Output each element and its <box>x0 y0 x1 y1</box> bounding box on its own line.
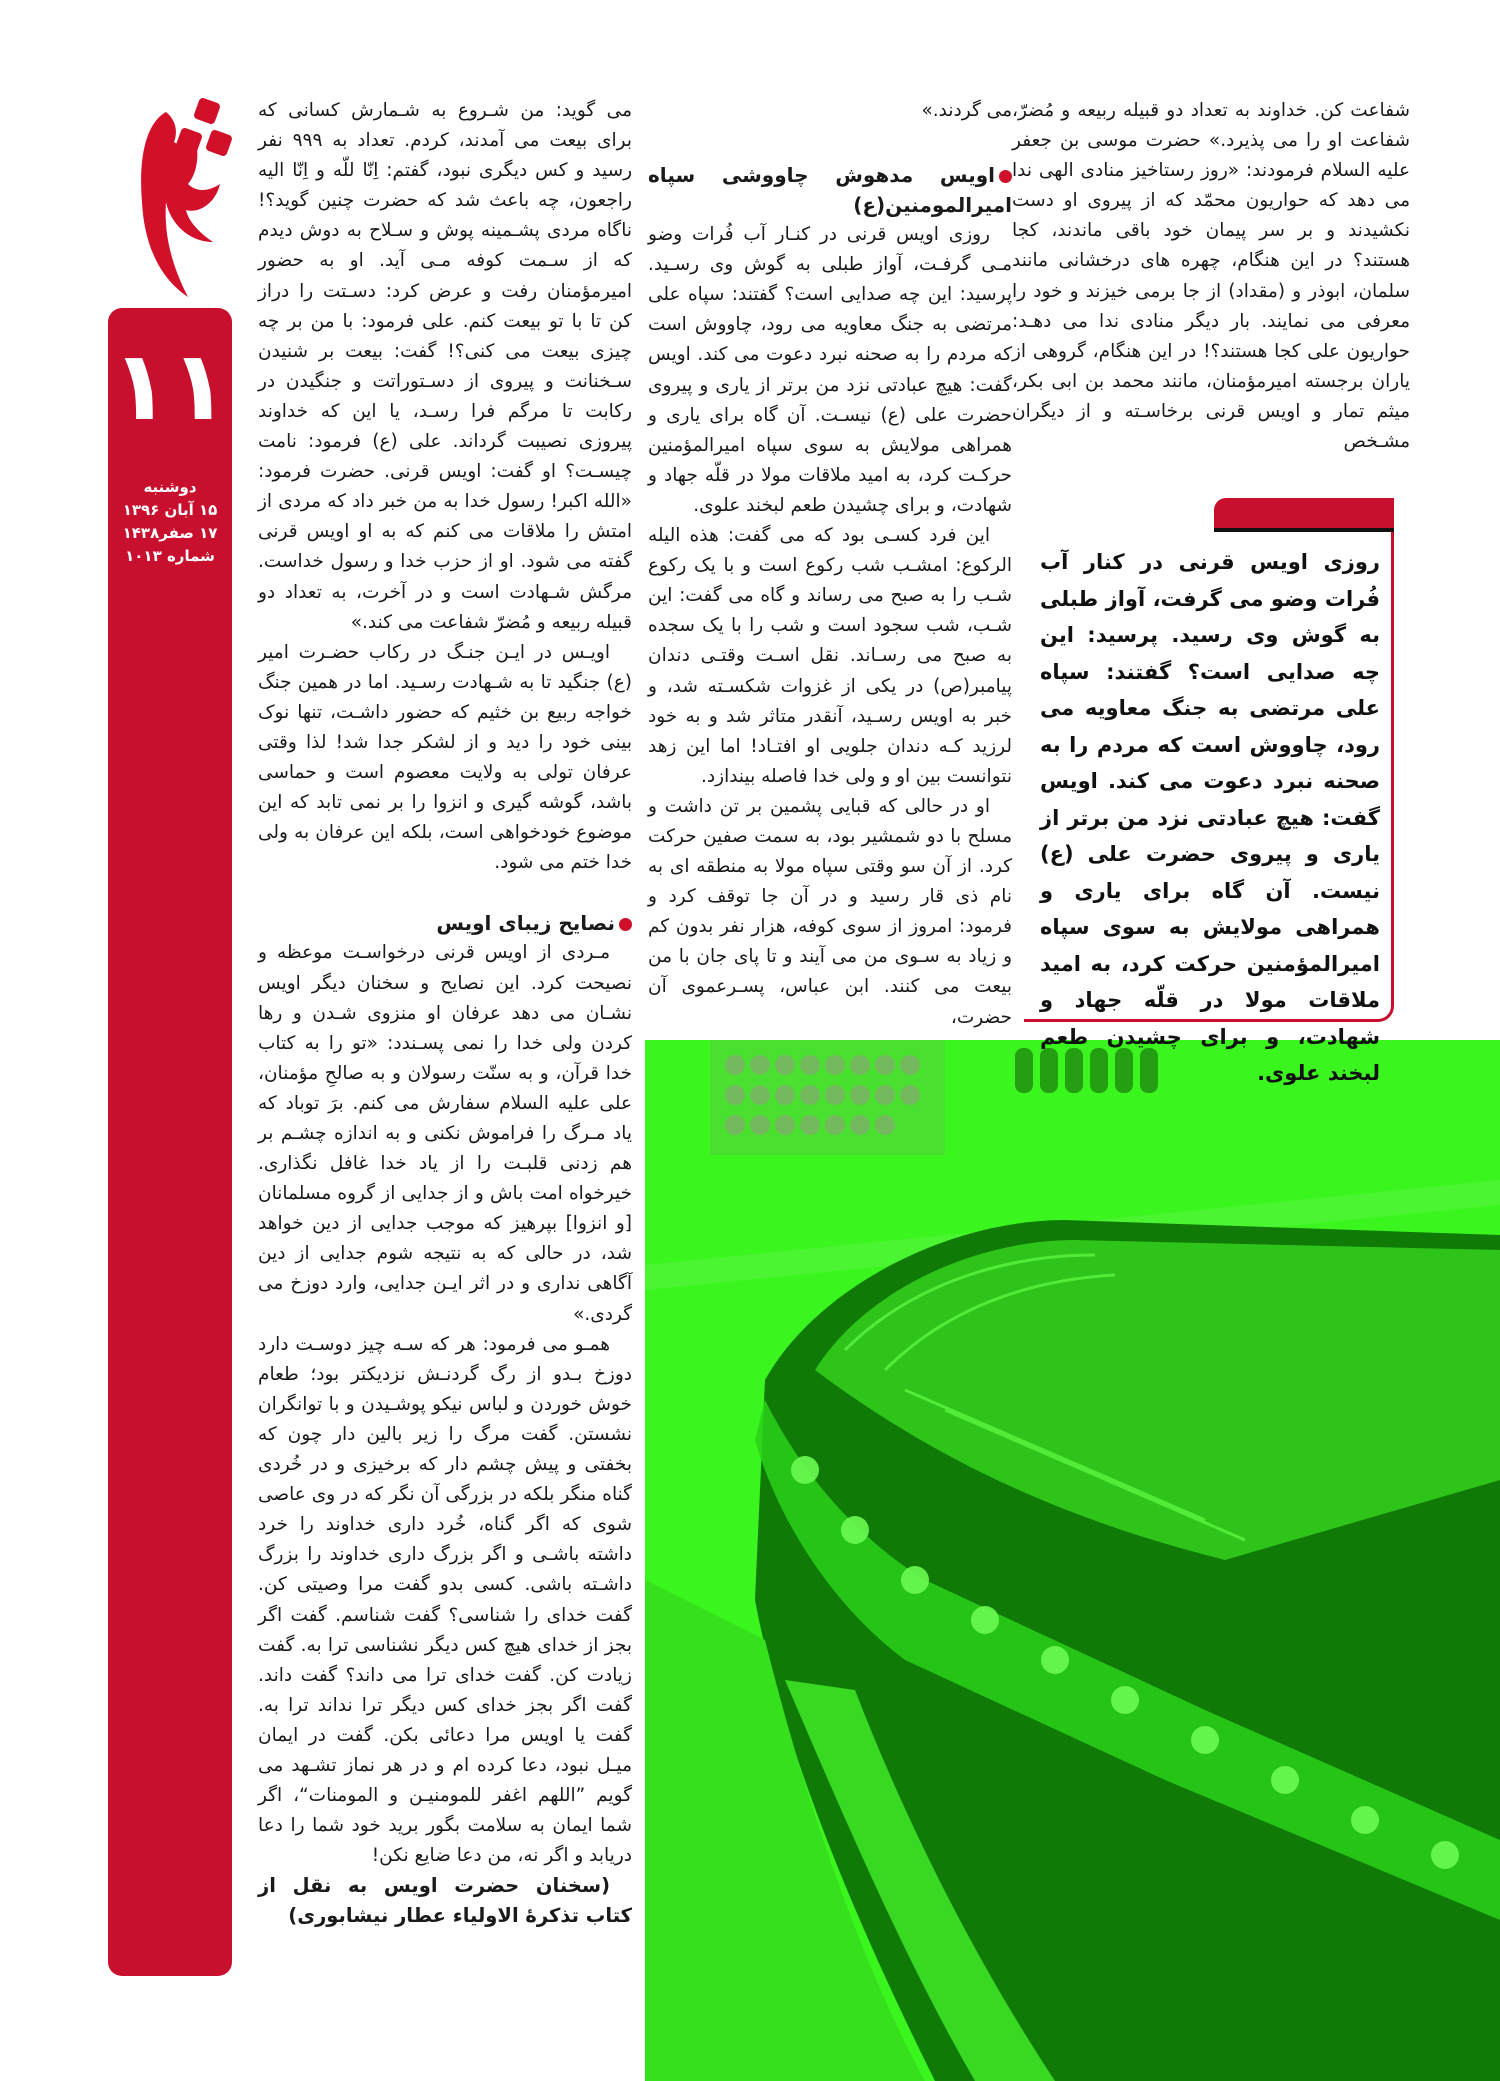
shrine-photo-illustration <box>645 1040 1500 2081</box>
shrine-photo <box>645 1040 1500 2081</box>
bullet-dot-icon <box>619 918 632 931</box>
issue-number: شماره ۱۰۱۳ <box>125 547 215 565</box>
article-column-middle <box>648 96 1012 1033</box>
pull-quote-bar <box>1214 498 1394 532</box>
issue-sidebar <box>108 308 232 1976</box>
paragraph: اویـس در ایـن جنـگ در رکاب حضـرت امیر (ع) جنگید تا به شـهادت رسـید. اما در همین جنگ خواجه ربیع بن خثیم که حضور داشـت، تنها نوک بینی خود را دید و از لشکر جدا شد! لذا وقتی عرفان تولی به ولایت معصوم است و حماسی باشد، گوشه گیری و انزوا را بر نمی تابد که این موضوع خودخواهی است، بلکه این عرفان به ولی خدا ختم می شود. <box>258 641 632 874</box>
section-heading <box>258 908 632 938</box>
paragraph: می گوید: من شـروع به شـمارش کسانی که برای بیعت می آمدند، کردم. تعداد به ۹۹۹ نفر رسید و کس دیگری نبود، گفتم: اِنّا للّه و اِنّا الیه راجعون، چه باعث شد که حضرت چنین گوید؟! ناگاه مردی پشـمینه پوش و سـلاح به دوش دیدم که از سـمت کوفه مـی آید. او به حضور امیرمؤمنان رفت و عرض کرد: دسـتت را دراز کن تا با تو بیعت کنم. علی فرمود: با من بر چه چیزی بیعت می کنی؟! گفت: بیعت بر شنیدن سـخنانت و پیروی از دسـتوراتت و جنگیدن در رکابت تا مرگم فرا رسـد، یا این که خداوند پیروزی نصیبت گرداند. علی (ع) فرمود: نامت چیسـت؟ او گفت: اویس قرنی. حضرت فرمود: «الله اکبر! رسول خدا به من خبر داد که مردی از امتش را ملاقات می کنم که به او اویس قرنی گفته می شود. او از حزب خدا و رسول خداست. مرگش شـهادت است و در آخرت، به تعداد دو قبیله ربیعه و مُضرّ شفاعت می کند.» <box>258 100 632 633</box>
date-lunar: ۱۷ صفر۱۴۳۸ <box>122 524 218 542</box>
section-heading <box>648 160 1012 220</box>
pull-quote-text: روزی اویس قرنی در کنار آب فُرات وضو می گرفت، آواز طبلی به گوش وی رسید. پرسید: این چه صدایی است؟ گفتند: سپاه علی مرتضی به جنگ معاویه می رود، چاووش است که مردم را به صحنه نبرد دعوت می کند. اویس گفت: هیچ عبادتی نزد من برتر از یاری و پیروی حضرت علی (ع) نیست. آن گاه برای یاری و همراهی مولایش به سوی سپاه امیرالمؤمنین حرکت کرد، به امید ملاقات مولا در قلّه جهاد و شهادت، و برای چشیدن طعم لبخند علوی. <box>1040 550 1380 1085</box>
source-citation: (سخنان حضرت اویس به نقل از کتاب تذکرۀ الاولیاء عطار نیشابوری) <box>258 1874 632 1928</box>
paragraph: روزی اویس قرنی در کنـار آب فُرات وضو مـی گرفـت، آواز طبلی به گوش وی رسـید. پرسید: این چه صدایی است؟ گفتند: سپاه علی مرتضی به جنگ معاویه می رود، چاووش است که مردم را به صحنه نبرد دعوت می کند. اویس گفت: هیچ عبادتی نزد من برتر از یاری و پیروی حضرت علی (ع) نیسـت. آن گاه برای یاری و همراهی مولایش به سوی سپاه امیرالمؤمنین حرکـت کرد، به امید ملاقات مولا در قلّه جهاد و شهادت، و برای چشیدن طعم لبخند علوی. <box>648 224 1012 516</box>
bullet-dot-icon <box>999 170 1012 183</box>
weekday: دوشنبه <box>143 478 197 496</box>
paragraph: مـردی از اویس قرنی درخواسـت موعظه و نصیحت کرد. این نصایح و سخنان دیگر اویس نشـان می دهد عرفان او منزوی شـدن و رها کردن ولی خدا را نمی پسـندد: «تو را به کتاب خدا قرآن، و به سنّت رسولان و به صالحِ مؤمنان، علی علیه السلام سفارش می کنم. برَ توباد که یاد مـرگ را فراموش نکنی و به اندازه چشـم بر هم زدنی قلبـت را از یاد خدا غافل نگذاری. خیرخواه امت باش و از جدایی از گروه مسلمانان [و انزوا] بپرهیز که موجب جدایی از دین خواهد شد، در حالی که به نتیجه شوم جدایی از دین آگاهی نداری و در اثر ایـن جدایی، وارد دوزخ می گردی.» <box>258 942 632 1325</box>
paragraph: می گردند.» <box>921 100 1012 121</box>
article-column-left <box>258 96 632 1931</box>
pull-quote <box>1024 498 1394 1085</box>
section-heading-text: اویس مدهوش چاووشی سپاه امیرالمومنین(ع) <box>648 163 1012 218</box>
article-column-right <box>1012 96 1410 457</box>
issue-meta <box>108 476 232 568</box>
paragraph: شفاعت کن. خداوند به تعداد دو قبیله ربیعه و مُضرّ، شفاعت او را می پذیرد.» حضرت موسی بن جعفر علیه السلام فرمودند: «روز رستاخیز منادی الهی ندا می دهد که حواریون محمّد که از پیروی او دست نکشیدند و بر سر پیمان خود باقی ماندند، کجا هستند؟ در این هنگام، چهره های درخشانی مانند سلمان، ابوذر و (مقداد) از جا برمی خیزند و خود را معرفی می نمایند. بار دیگر منادی ندا می دهـد: حواریون علی کجا هستند؟! در این هنگام، گروهی از یاران برجسته امیرمؤمنان، مانند محمد بن ابی بکر، میثم تمار و اویس قرنی برخاسـته و از دیگران مشـخص <box>1012 100 1410 453</box>
paragraph: همـو می فرمود: هر که سـه چیز دوسـت دارد دوزخ بـدو از رگ گردنـش نزدیکتر بود؛ طعام خوش خوردن و لباس نیکو پوشـیدن و با توانگران نشستن. گفت مرگ را زیر بالین دار چون که بخفتی و پیش چشم دار که برخیزی و در خُردی گناه منگر بلکه در بزرگی آن نگر که در وی عاصی شوی که اگر گناه، خُرد داری خداوند را خرد داشته باشـی و اگر بزرگ داری خداوند را بزرگ داشـته باشی. کسی بدو گفت مرا وصیتی کن. گفت خدای را شناسی؟ گفت شناسم. گفت اگر بجز از خدای هیچ کس دیگر نشناسی ترا به. گفت زیادت کن. گفت خدای ترا می داند؟ گفت داند. گفت اگر بجز خدای کس دیگر ترا نداند ترا به. گفت یا اویس مرا دعائی بکن. گفت در ایمان میـل نبود، دعا کرده ام و در هر نماز تشـهد می گویم ”اللهم اغفر للمومنیـن و المومنات“، اگر شما ایمان به سلامت بگور برید خود شما را دعا دریابد و اگر نه، من دعا ضایع نکن! <box>258 1333 632 1867</box>
date-solar: ۱۵ آبان ۱۳۹۶ <box>122 501 218 519</box>
paragraph: او در حالی که قبایی پشمین بر تن داشت و مسلح با دو شمشیر بود، به سمت صفین حرکت کرد. از آن سو وقتی سپاه مولا به منطقه ای به نام ذی قار رسید و در آن جا توقف کرد و فرمود: امروز از سوی کوفه، هزار نفر بدون کم و زیاد به سـوی من می آیند و تا پای جان با من بیعت می کنند. ابن عباس، پسـرعموی آن حضرت، <box>648 795 1012 1028</box>
page-number: ۱۱ <box>111 330 229 442</box>
paragraph: این فرد کسـی بود که می گفت: هذه الیله الرکوع: امشـب شب رکوع است و با یک رکوع شـب را به صبح می رساند و گاه می گفت: این شـب، شب سجود است و شب را با یک سجده به صبح می رسـاند. نقل اسـت وقتـی دندان پیامبر(ص) در یکی از غزوات شکسـته شد، و خبر به اویس رسـید، آنقدر متاثر شد و به خود لرزید کـه دندان جلویی او افتـاد! اما این زهد نتوانست بین او و ولی خدا فاصله بیندازد. <box>648 525 1012 787</box>
section-heading-text: نصایح زیبای اویس <box>436 911 615 936</box>
masthead-logo <box>108 92 238 302</box>
